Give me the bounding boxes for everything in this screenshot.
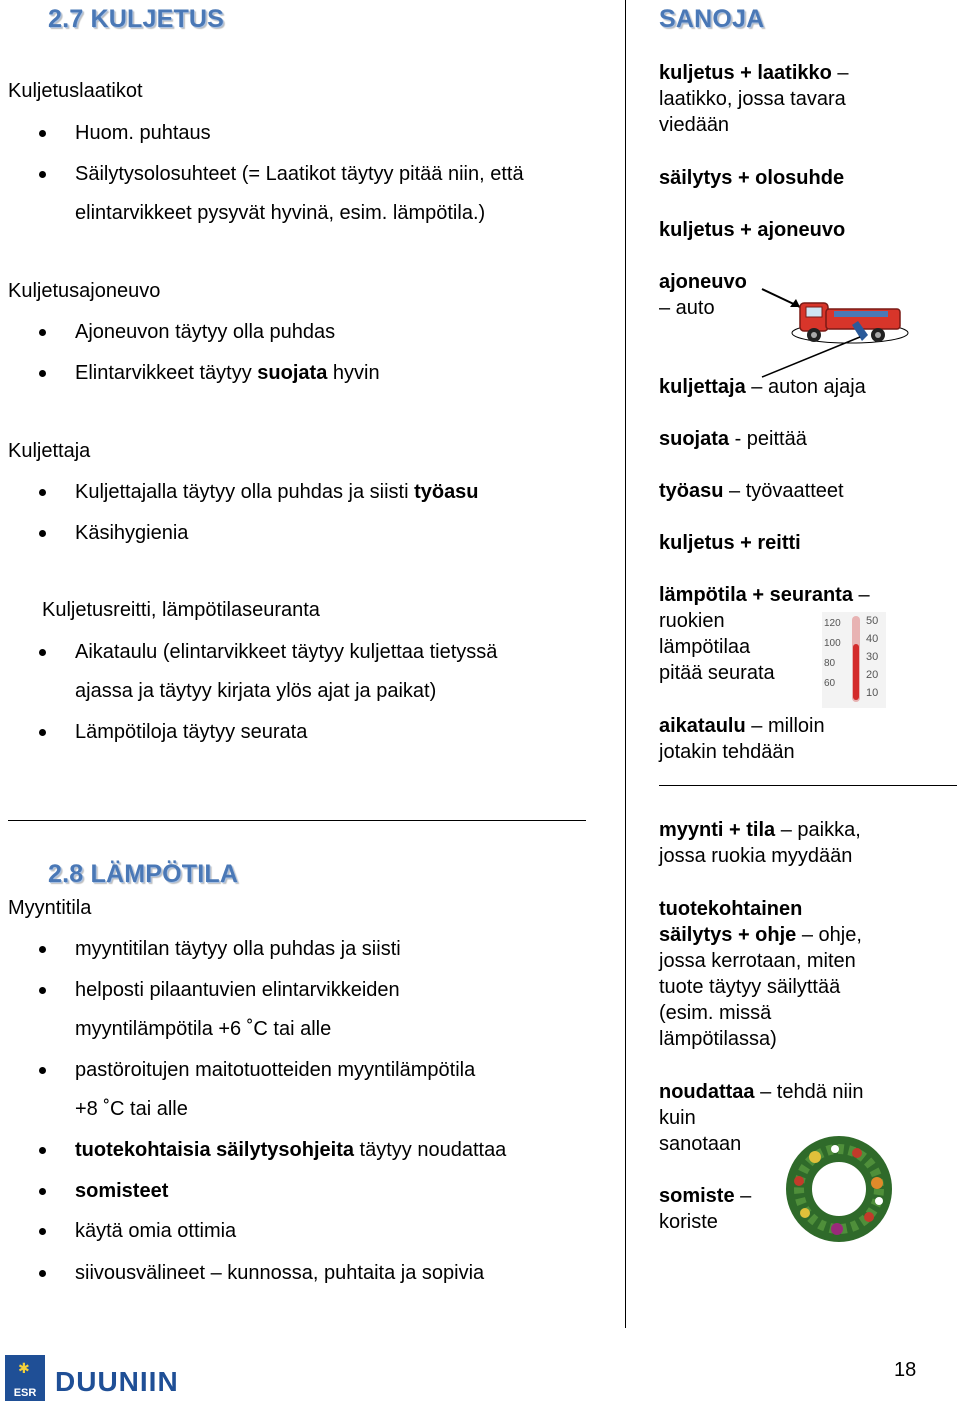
bullet <box>39 1147 46 1154</box>
vocab-entry: noudattaa – tehdä niin kuin sanotaan <box>659 1081 864 1155</box>
list-item: tuotekohtaisia säilytysohjeita täytyy noudattaa <box>75 1139 507 1161</box>
subheading-kuljetusreitti: Kuljetusreitti, lämpötilaseuranta <box>42 599 320 621</box>
list-item: Elintarvikkeet täytyy suojata hyvin <box>75 362 380 384</box>
list-item: somisteet <box>75 1180 169 1202</box>
bullet <box>39 489 46 496</box>
vocab-entry: aikataulu – milloin jotakin tehdään <box>659 715 825 763</box>
bullet <box>39 1270 46 1277</box>
vocab-entry: suojata - peittää <box>659 428 807 450</box>
column-divider <box>625 0 626 1328</box>
vocab-entry: lämpötila + seuranta – ruokien lämpötilaa pitää seurata <box>659 584 870 684</box>
vocab-entry: kuljetus + ajoneuvo <box>659 219 846 241</box>
vocab-entry: kuljettaja – auton ajaja <box>659 376 866 398</box>
section-heading-lampotila: 2.8 LÄMPÖTILA <box>48 860 239 888</box>
vocab-entry: ajoneuvo – auto <box>659 271 747 319</box>
vocab-entry: kuljetus + reitti <box>659 532 801 554</box>
thermometer-mercury <box>853 644 859 700</box>
bullet <box>39 1188 46 1195</box>
left-section-divider <box>8 820 586 821</box>
vocab-entry: tuotekohtainen säilytys + ohje – ohje, jossa kerrotaan, miten tuote täytyy säilyttää (esim. missä lämpötilassa) <box>659 898 862 1050</box>
section-heading-kuljetus: 2.7 KULJETUS <box>48 5 225 33</box>
list-item: helposti pilaantuvien elintarvikkeiden <box>75 979 400 1001</box>
list-item: Kuljettajalla täytyy olla puhdas ja siisti työasu <box>75 481 479 503</box>
vocab-entry: kuljetus + laatikko – laatikko, jossa tavara viedään <box>659 62 849 136</box>
bullet <box>39 370 46 377</box>
star-icon: ✱ <box>18 1360 30 1376</box>
list-item: myyntitilan täytyy olla puhdas ja siisti <box>75 938 401 960</box>
thermometer-illustration <box>822 612 886 708</box>
bullet <box>39 946 46 953</box>
list-item: käytä omia ottimia <box>75 1220 237 1242</box>
subheading-kuljettaja: Kuljettaja <box>8 440 91 462</box>
vocab-entry: myynti + tila – paikka, jossa ruokia myydään <box>659 819 861 867</box>
truck-illustration <box>760 285 910 380</box>
list-item-continuation: myyntilämpötila +6 ˚C tai alle <box>75 1018 332 1040</box>
bullet <box>39 530 46 537</box>
list-item-continuation: ajassa ja täytyy kirjata ylös ajat ja paikat) <box>75 680 437 702</box>
list-item: Käsihygienia <box>75 522 189 544</box>
list-item-continuation: +8 ˚C tai alle <box>75 1098 188 1120</box>
vocab-entry: somiste – koriste <box>659 1185 752 1233</box>
list-item: Säilytysolosuhteet (= Laatikot täytyy pitää niin, että <box>75 163 524 185</box>
subheading-kuljetuslaatikot: Kuljetuslaatikot <box>8 80 143 102</box>
right-section-divider <box>659 785 957 786</box>
esr-logo <box>5 1355 45 1401</box>
bullet <box>39 1228 46 1235</box>
bullet <box>39 171 46 178</box>
esr-logo-text: ESR <box>13 1387 37 1399</box>
vocab-entry: työasu – työvaatteet <box>659 480 844 502</box>
bullet <box>39 729 46 736</box>
bullet <box>39 987 46 994</box>
list-item-continuation: elintarvikkeet pysyvät hyvinä, esim. lämpötila.) <box>75 202 486 224</box>
bullet <box>39 130 46 137</box>
list-item: Ajoneuvon täytyy olla puhdas <box>75 321 336 343</box>
bullet <box>39 649 46 656</box>
page-number: 18 <box>894 1359 917 1381</box>
list-item: siivousvälineet – kunnossa, puhtaita ja sopivia <box>75 1262 485 1284</box>
list-item: Lämpötiloja täytyy seurata <box>75 721 308 743</box>
subheading-myyntitila: Myyntitila <box>8 897 92 919</box>
list-item: Aikataulu (elintarvikkeet täytyy kuljettaa tietyssä <box>75 641 498 663</box>
vocab-heading: SANOJA <box>659 5 765 33</box>
list-item: pastöroitujen maitotuotteiden myyntilämpötila <box>75 1059 476 1081</box>
list-item: Huom. puhtaus <box>75 122 211 144</box>
bullet <box>39 329 46 336</box>
subheading-kuljetusajoneuvo: Kuljetusajoneuvo <box>8 280 161 302</box>
bullet <box>39 1067 46 1074</box>
duuniin-logo: DUUNIIN <box>55 1366 179 1397</box>
thermometer-left-scale: 120 100 80 60 <box>824 618 841 689</box>
thermometer-right-scale: 50 40 30 20 10 <box>866 615 879 699</box>
vocab-entry: säilytys + olosuhde <box>659 167 845 189</box>
